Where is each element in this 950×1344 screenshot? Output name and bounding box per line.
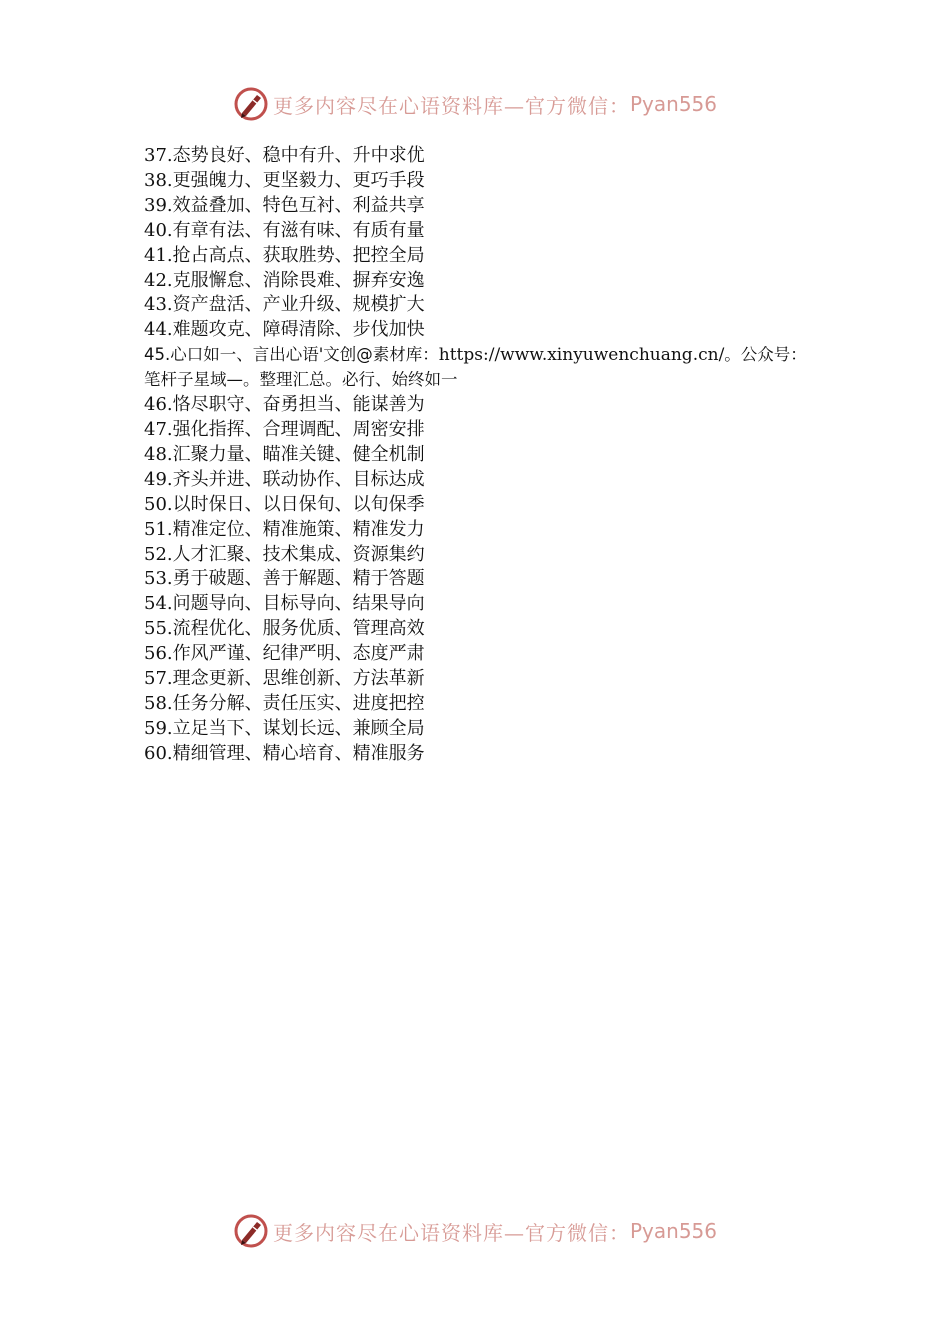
list-item: 50.以时保日、以日保旬、以旬保季 (144, 493, 425, 515)
list-item: 39.效益叠加、特色互衬、利益共享 (144, 194, 425, 216)
list-item: 47.强化指挥、合理调配、周密安排 (144, 418, 425, 440)
watermark-contact: Pyan556 (629, 92, 717, 116)
list-item-45 (144, 343, 824, 368)
list-item: 59.立足当下、谋划长远、兼顾全局 (144, 717, 425, 739)
list-item-45-continuation: 笔杆子星域—。整理汇总。必行、始终如一 (144, 370, 458, 390)
list-item: 38.更强魄力、更坚毅力、更巧手段 (144, 169, 425, 191)
list-item: 51.精准定位、精准施策、精准发力 (144, 518, 425, 540)
list-item: 42.克服懈怠、消除畏难、摒弃安逸 (144, 269, 425, 291)
footer-watermark (0, 1211, 950, 1251)
list-item: 55.流程优化、服务优质、管理高效 (144, 618, 425, 640)
list-item: 49.齐头并进、联动协作、目标达成 (144, 468, 425, 490)
item-45-url: https://www.xinyuwenchuang.cn/ (438, 345, 725, 366)
list-item: 52.人才汇聚、技术集成、资源集约 (144, 543, 425, 565)
watermark-slogan: 更多内容尽在心语资料库—官方微信： (272, 1220, 630, 1245)
item-45-prefix: 45.心口如一、言出心语'文创@素材库： (144, 345, 439, 365)
list-item: 57.理念更新、思维创新、方法革新 (144, 668, 425, 690)
list-item: 43.资产盘活、产业升级、规模扩大 (144, 294, 425, 316)
phrase-list (144, 144, 824, 767)
header-watermark (0, 84, 950, 124)
pen-logo-icon (233, 1213, 269, 1249)
list-item: 56.作风严谨、纪律严明、态度严肃 (144, 643, 425, 665)
list-item: 60.精细管理、精心培育、精准服务 (144, 742, 425, 764)
watermark-contact: Pyan556 (629, 1219, 717, 1243)
list-item: 58.任务分解、责任压实、进度把控 (144, 692, 425, 714)
list-item: 48.汇聚力量、瞄准关键、健全机制 (144, 443, 425, 465)
watermark-slogan: 更多内容尽在心语资料库—官方微信： (272, 93, 630, 118)
list-item: 40.有章有法、有滋有味、有质有量 (144, 219, 425, 241)
item-45-suffix: 。公众号： (724, 345, 807, 365)
list-item: 53.勇于破题、善于解题、精于答题 (144, 568, 425, 590)
list-item: 54.问题导向、目标导向、结果导向 (144, 593, 425, 615)
pen-logo-icon (233, 86, 269, 122)
list-item: 46.恪尽职守、奋勇担当、能谋善为 (144, 394, 425, 416)
list-item: 37.态势良好、稳中有升、升中求优 (144, 145, 425, 166)
list-item: 41.抢占高点、获取胜势、把控全局 (144, 244, 425, 266)
list-item: 44.难题攻克、障碍清除、步伐加快 (144, 319, 425, 341)
